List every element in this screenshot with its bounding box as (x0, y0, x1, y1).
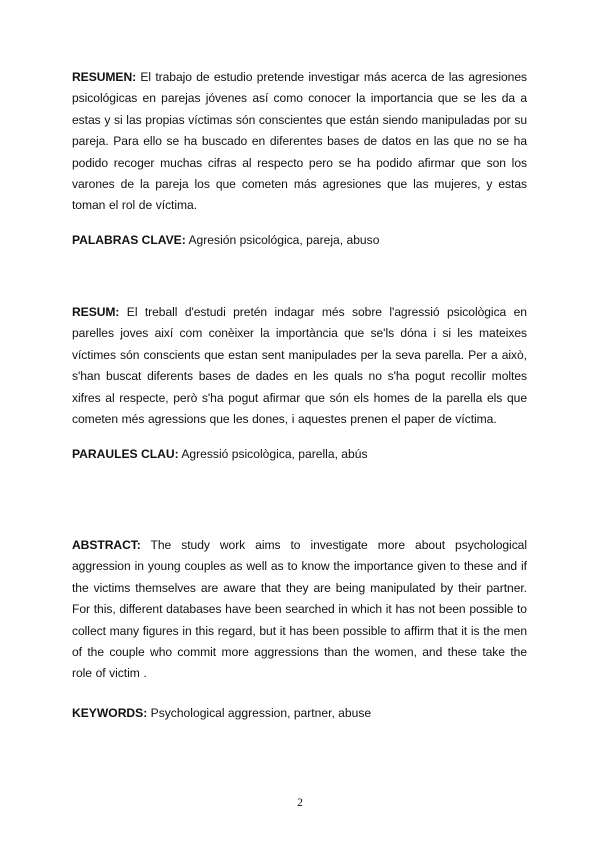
paraules-clau-line (72, 444, 527, 465)
paraules-clau-text: Agressió psicològica, parella, abús (181, 447, 368, 461)
page-number: 2 (297, 797, 303, 809)
keywords-label: KEYWORDS: (72, 706, 148, 720)
palabras-clave-label: PALABRAS CLAVE: (72, 233, 186, 247)
palabras-clave-line (72, 230, 527, 251)
keywords-text: Psychological aggression, partner, abuse (150, 706, 372, 720)
abstract-text: The study work aims to investigate more about psychological aggression in young couples as well as to know the importance given to these and if the victims themselves are aware that they are being manipulated by their partner. For this, different databases have been searched in which it has not been possible to collect many figures in this regard, but it has been possible to affirm that it is the men of the couple who commit more aggressions than the women, and these take the role of victim . (72, 538, 527, 681)
resumen-paragraph (72, 67, 527, 217)
abstract-paragraph (72, 535, 527, 685)
paraules-clau-label: PARAULES CLAU: (72, 447, 179, 461)
palabras-clave-text: Agresión psicológica, pareja, abuso (188, 233, 380, 247)
keywords-line (72, 703, 527, 724)
resum-paragraph (72, 302, 527, 430)
resumen-label: RESUMEN: (72, 70, 137, 84)
resumen-text: El trabajo de estudio pretende investigar más acerca de las agresiones psicológicas en parejas jóvenes así como conocer la importancia que se les da a estas y si las propias víctimas són conscientes que están siendo manipuladas por su pareja. Para ello se ha buscado en diferentes bases de datos en las que no se ha podido recoger muchas cifras al respecto pero se ha podido afirmar que son los varones de la pareja los que cometen más agresiones que las mujeres, y estas toman el rol de víctima. (72, 70, 527, 213)
resum-text: El treball d'estudi pretén indagar més sobre l'agressió psicològica en parelles joves així com conèixer la importància que se'ls dóna i si les mateixes víctimes són conscients que estan sent manipulades per la seva parella. Per a això, s'han buscat diferents bases de dades en les quals no s'ha pogut recollir moltes xifres al respecte, però s'ha pogut afirmar que són els homes de la parella els que cometen més agressions que les dones, i aquestes prenen el paper de víctima. (72, 305, 527, 427)
resum-label: RESUM: (72, 305, 120, 319)
abstract-label: ABSTRACT: (72, 538, 141, 552)
